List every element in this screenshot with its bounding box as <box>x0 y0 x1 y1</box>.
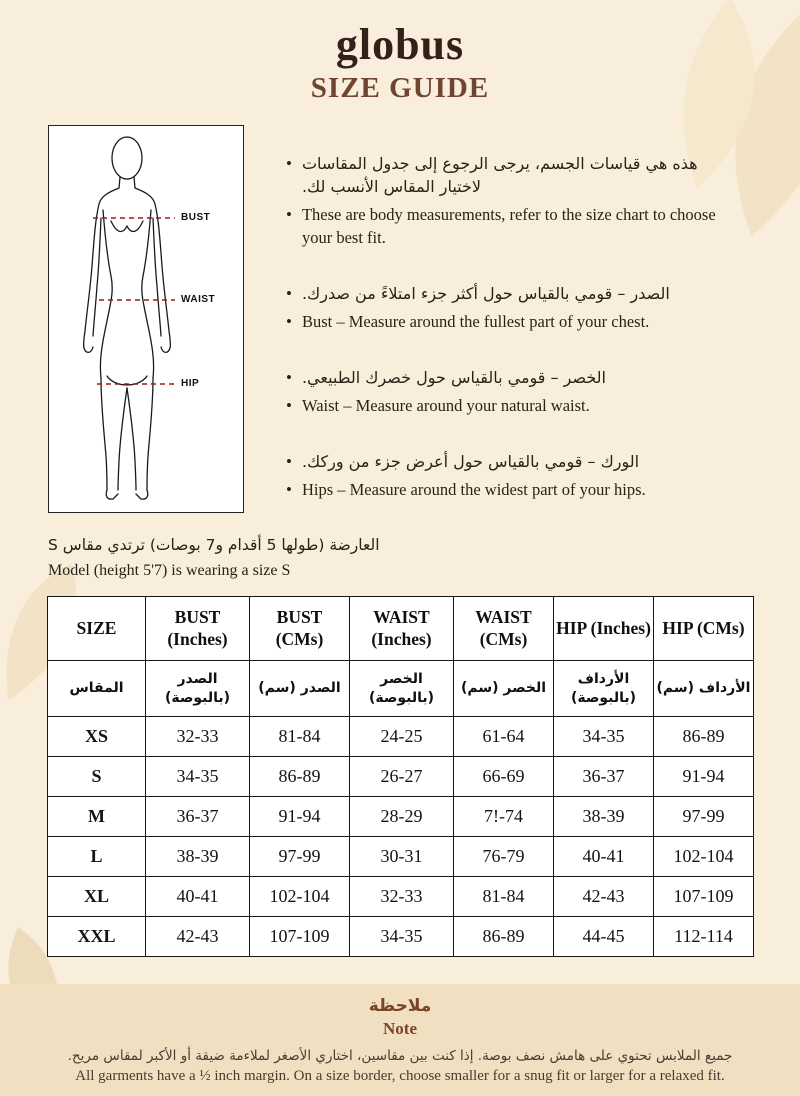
table-row <box>48 797 754 837</box>
note-title-arabic: ملاحظة <box>368 996 432 1016</box>
instruction-group <box>286 450 722 501</box>
instruction-item <box>286 394 722 417</box>
column-header-waist-cms: WAIST (CMs) <box>454 597 554 661</box>
column-header-hip-inches-ar: الأرداف (بالبوصة) <box>554 661 654 717</box>
bullet-icon: • <box>286 284 292 303</box>
cell-value: 28-29 <box>350 797 454 837</box>
column-header-hip-inches: HIP (Inches) <box>554 597 654 661</box>
cell-value: 91-94 <box>250 797 350 837</box>
bullet-icon: • <box>286 205 292 224</box>
bullet-icon: • <box>286 312 292 331</box>
model-size-note <box>48 534 468 582</box>
bullet-icon: • <box>286 452 292 471</box>
cell-value: 102-104 <box>250 877 350 917</box>
table-row <box>48 877 754 917</box>
note-body-arabic: جميع الملابس تحتوي على هامش نصف بوصة. إذا كنت بين مقاسين، اختاري الأصغر لملاءمة ضيقة أو الأكبر لمقاس مريح. <box>67 1048 733 1064</box>
instruction-text-ar: الصدر – قومي بالقياس حول أكثر جزء امتلاءً من صدرك. <box>301 284 670 303</box>
table-row <box>48 917 754 957</box>
cell-value: 86-89 <box>454 917 554 957</box>
cell-value: 36-37 <box>554 757 654 797</box>
cell-value: 26-27 <box>350 757 454 797</box>
cell-value: 36-37 <box>146 797 250 837</box>
cell-value: 86-89 <box>654 717 754 757</box>
bullet-icon: • <box>286 480 292 499</box>
mannequin-illustration <box>49 126 243 512</box>
cell-value: 91-94 <box>654 757 754 797</box>
cell-value: 61-64 <box>454 717 554 757</box>
header <box>0 22 800 105</box>
instruction-item <box>286 152 722 198</box>
instruction-item <box>286 310 722 333</box>
instruction-text-ar: هذه هي قياسات الجسم، يرجى الرجوع إلى جدول المقاسات لاختيار المقاس الأنسب لك. <box>301 154 698 196</box>
note-section <box>0 984 800 1096</box>
cell-value: 102-104 <box>654 837 754 877</box>
instruction-group <box>286 366 722 417</box>
model-note-english: Model (height 5'7) is wearing a size S <box>48 562 291 579</box>
instruction-text-en: These are body measurements, refer to the size chart to choose your best fit. <box>301 205 716 247</box>
measurement-instructions <box>286 152 722 534</box>
instruction-text-ar: الورك – قومي بالقياس حول أعرض جزء من وركك. <box>301 452 640 471</box>
cell-value: 66-69 <box>454 757 554 797</box>
cell-value: 32-33 <box>146 717 250 757</box>
cell-value: 42-43 <box>554 877 654 917</box>
instruction-item <box>286 366 722 389</box>
column-header-bust-inches: BUST (Inches) <box>146 597 250 661</box>
table-header-row-en <box>48 597 754 661</box>
column-header-size-ar: المقاس <box>48 661 146 717</box>
cell-value: 107-109 <box>654 877 754 917</box>
table-row <box>48 757 754 797</box>
cell-value: 34-35 <box>146 757 250 797</box>
cell-value: 97-99 <box>654 797 754 837</box>
size-value: L <box>48 837 146 877</box>
cell-value: 34-35 <box>350 917 454 957</box>
size-value: XXL <box>48 917 146 957</box>
instruction-group <box>286 152 722 249</box>
cell-value: 44-45 <box>554 917 654 957</box>
cell-value: 24-25 <box>350 717 454 757</box>
column-header-bust-cms: BUST (CMs) <box>250 597 350 661</box>
cell-value: 7!-74 <box>454 797 554 837</box>
body-measurement-diagram <box>48 125 244 513</box>
size-value: S <box>48 757 146 797</box>
note-body-english: All garments have a ½ inch margin. On a size border, choose smaller for a snug fit or larger for a relaxed fit. <box>75 1068 725 1084</box>
size-value: XS <box>48 717 146 757</box>
hip-label: HIP <box>181 378 200 389</box>
model-note-arabic: العارضة (طولها 5 أقدام و7 بوصات) ترتدي مقاس S <box>48 536 380 554</box>
brand-logo: globus <box>335 20 465 69</box>
instruction-text-en: Bust – Measure around the fullest part of your chest. <box>301 312 650 331</box>
size-value: M <box>48 797 146 837</box>
size-value: XL <box>48 877 146 917</box>
cell-value: 38-39 <box>146 837 250 877</box>
cell-value: 38-39 <box>554 797 654 837</box>
cell-value: 81-84 <box>250 717 350 757</box>
bullet-icon: • <box>286 154 292 173</box>
column-header-waist-inches-ar: الخصر (بالبوصة) <box>350 661 454 717</box>
size-chart-table <box>47 596 754 957</box>
cell-value: 42-43 <box>146 917 250 957</box>
column-header-size: SIZE <box>48 597 146 661</box>
table-header-row-ar <box>48 661 754 717</box>
cell-value: 30-31 <box>350 837 454 877</box>
cell-value: 32-33 <box>350 877 454 917</box>
instruction-item <box>286 203 722 249</box>
cell-value: 34-35 <box>554 717 654 757</box>
cell-value: 40-41 <box>146 877 250 917</box>
instruction-text-en: Hips – Measure around the widest part of your hips. <box>301 480 646 499</box>
instruction-group <box>286 282 722 333</box>
instruction-text-en: Waist – Measure around your natural waist. <box>301 396 590 415</box>
table-row <box>48 837 754 877</box>
cell-value: 107-109 <box>250 917 350 957</box>
cell-value: 40-41 <box>554 837 654 877</box>
instruction-item <box>286 282 722 305</box>
instruction-item <box>286 478 722 501</box>
cell-value: 112-114 <box>654 917 754 957</box>
cell-value: 81-84 <box>454 877 554 917</box>
column-header-bust-cms-ar: الصدر (سم) <box>250 661 350 717</box>
note-title-english: Note <box>383 1019 417 1038</box>
bullet-icon: • <box>286 396 292 415</box>
column-header-waist-cms-ar: الخصر (سم) <box>454 661 554 717</box>
instruction-text-ar: الخصر – قومي بالقياس حول خصرك الطبيعي. <box>301 368 606 387</box>
bullet-icon: • <box>286 368 292 387</box>
page-title: SIZE GUIDE <box>310 72 490 105</box>
bust-label: BUST <box>181 212 211 223</box>
cell-value: 97-99 <box>250 837 350 877</box>
column-header-hip-cms-ar: الأرداف (سم) <box>654 661 754 717</box>
waist-label: WAIST <box>181 294 216 305</box>
measurement-lines <box>93 218 175 384</box>
column-header-bust-inches-ar: الصدر (بالبوصة) <box>146 661 250 717</box>
column-header-hip-cms: HIP (CMs) <box>654 597 754 661</box>
cell-value: 86-89 <box>250 757 350 797</box>
instruction-item <box>286 450 722 473</box>
cell-value: 76-79 <box>454 837 554 877</box>
table-row <box>48 717 754 757</box>
column-header-waist-inches: WAIST (Inches) <box>350 597 454 661</box>
